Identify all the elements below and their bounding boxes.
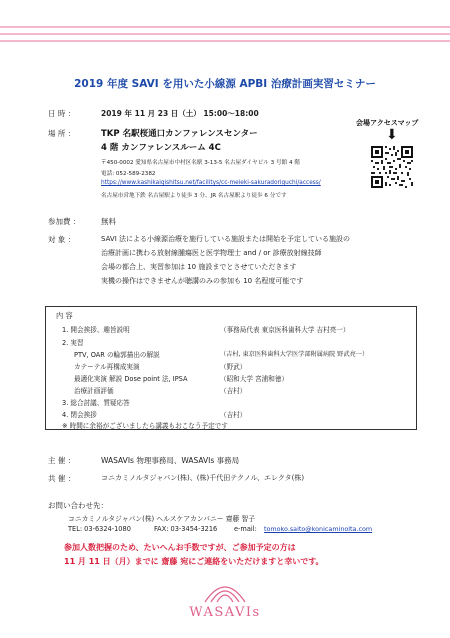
page-title: 2019 年度 SAVI を用いた小線源 APBI 治療計画実習セミナー xyxy=(74,78,376,90)
organizer-label: 主 催 ： xyxy=(48,456,76,465)
contact-email-link[interactable]: tomoko.saito@konicaminolta.com xyxy=(264,525,373,533)
arrow-down-icon: ⬇ xyxy=(386,127,398,143)
contact-tel: TEL: 03-6324-1080 xyxy=(68,525,131,533)
program-speaker: （吉村） xyxy=(220,387,247,395)
program-subitem: カテーテル再構成実演 xyxy=(74,363,140,371)
target-line: 治療計画に携わる放射線腫瘍医と医学物理士 and / or 診療放射線技師 xyxy=(101,249,322,257)
program-speaker: （昭和大学 宮浦和徳） xyxy=(220,375,289,383)
program-speaker: （吉村, 東京医科歯科大学医学部附属病院 野武亮一） xyxy=(220,351,369,358)
program-speaker: （野武） xyxy=(220,363,247,371)
program-item: 4. 閉会挨拶 xyxy=(62,411,97,419)
program-speaker: （吉村） xyxy=(220,411,247,419)
program-speaker: （事務局代表 東京医科歯科大学 吉村亮一） xyxy=(220,326,350,334)
program-item: 3. 総合討議、質疑応答 xyxy=(62,399,130,407)
notice-line: 参加人数把握のため、たいへんお手数ですが、ご参加予定の方は xyxy=(64,543,296,552)
target-label: 対 象 ： xyxy=(48,235,76,244)
program-subitem: 最適化実演 解説 Dose point 法, IPSA xyxy=(74,375,188,383)
venue-address: 〒450-0002 愛知県名古屋市中村区名駅 3-13-5 名古屋ダイヤビル 3 号館 4 階 xyxy=(101,160,300,166)
header-stripe xyxy=(0,40,450,42)
target-line: SAVI 法による小線源治療を施行している施設または開始を予定している施設の xyxy=(101,235,350,243)
wasavis-logo-icon xyxy=(201,578,249,604)
venue-access: 名古屋市営地下鉄 名古屋駅より徒歩 3 分、JR 名古屋駅より徒歩 6 分です xyxy=(101,193,287,199)
logo-text: WASAVIs xyxy=(189,605,261,620)
organizer-value: WASAVIs 物理事務局、WASAVIs 事務局 xyxy=(101,456,240,465)
venue-label: 場 所 ： xyxy=(48,129,76,138)
qr-code[interactable] xyxy=(369,144,415,190)
program-note: ※ 時間に余裕がございましたら講義もおこなう予定です xyxy=(62,422,228,430)
qr-label: 会場アクセスマップ xyxy=(356,119,419,127)
contact-company: コニカミノルタジャパン(株) ヘルスケアカンパニー 齋藤 智子 xyxy=(68,515,256,523)
cosponsor-label: 共 催 ： xyxy=(48,474,76,483)
fee-label: 参加費 ： xyxy=(48,217,81,226)
program-subitem: PTV, OAR の輪郭描出の解説 xyxy=(74,351,160,359)
fee-value: 無料 xyxy=(101,217,116,226)
venue-name: TKP 名駅桜通口カンファレンスセンター xyxy=(101,129,258,139)
venue-access-link[interactable]: https://www.kashikaigishitsu.net/facilitys/cc-meieki-sakuradoriguchi/access/ xyxy=(101,180,321,186)
venue-room: 4 階 カンファレンスルーム 4C xyxy=(101,143,221,153)
header-stripe xyxy=(0,26,450,28)
notice-line: 11 月 11 日（月）までに 齋藤 宛にご連絡をいただけますと幸いです。 xyxy=(64,557,324,566)
contact-fax: FAX: 03-3454-3216 xyxy=(154,525,218,533)
program-item: 2. 実習 xyxy=(62,339,84,347)
contact-email-label: e-mail: xyxy=(234,525,257,533)
cosponsor-value: コニカミノルタジャパン(株)、(株)千代田テクノル、エレクタ(株) xyxy=(101,474,305,482)
program-subitem: 治療計画評価 xyxy=(74,387,114,395)
program-heading: 内 容 xyxy=(56,311,73,320)
venue-phone: 電話: 052-589-2382 xyxy=(101,171,156,177)
program-item: 1. 開会挨拶、趣旨説明 xyxy=(62,326,130,334)
target-line: 会場の都合上、実習参加は 10 施設までとさせていただきます xyxy=(101,263,297,271)
header-stripe xyxy=(0,33,450,35)
date-label: 日 時 ： xyxy=(48,109,76,118)
contact-heading: お問い合わせ先： xyxy=(48,501,108,510)
target-line: 実機の操作はできませんが聴講のみの参加も 10 名程度可能です xyxy=(101,277,304,285)
date-value: 2019 年 11 月 23 日（土） 15:00～18:00 xyxy=(101,109,259,118)
